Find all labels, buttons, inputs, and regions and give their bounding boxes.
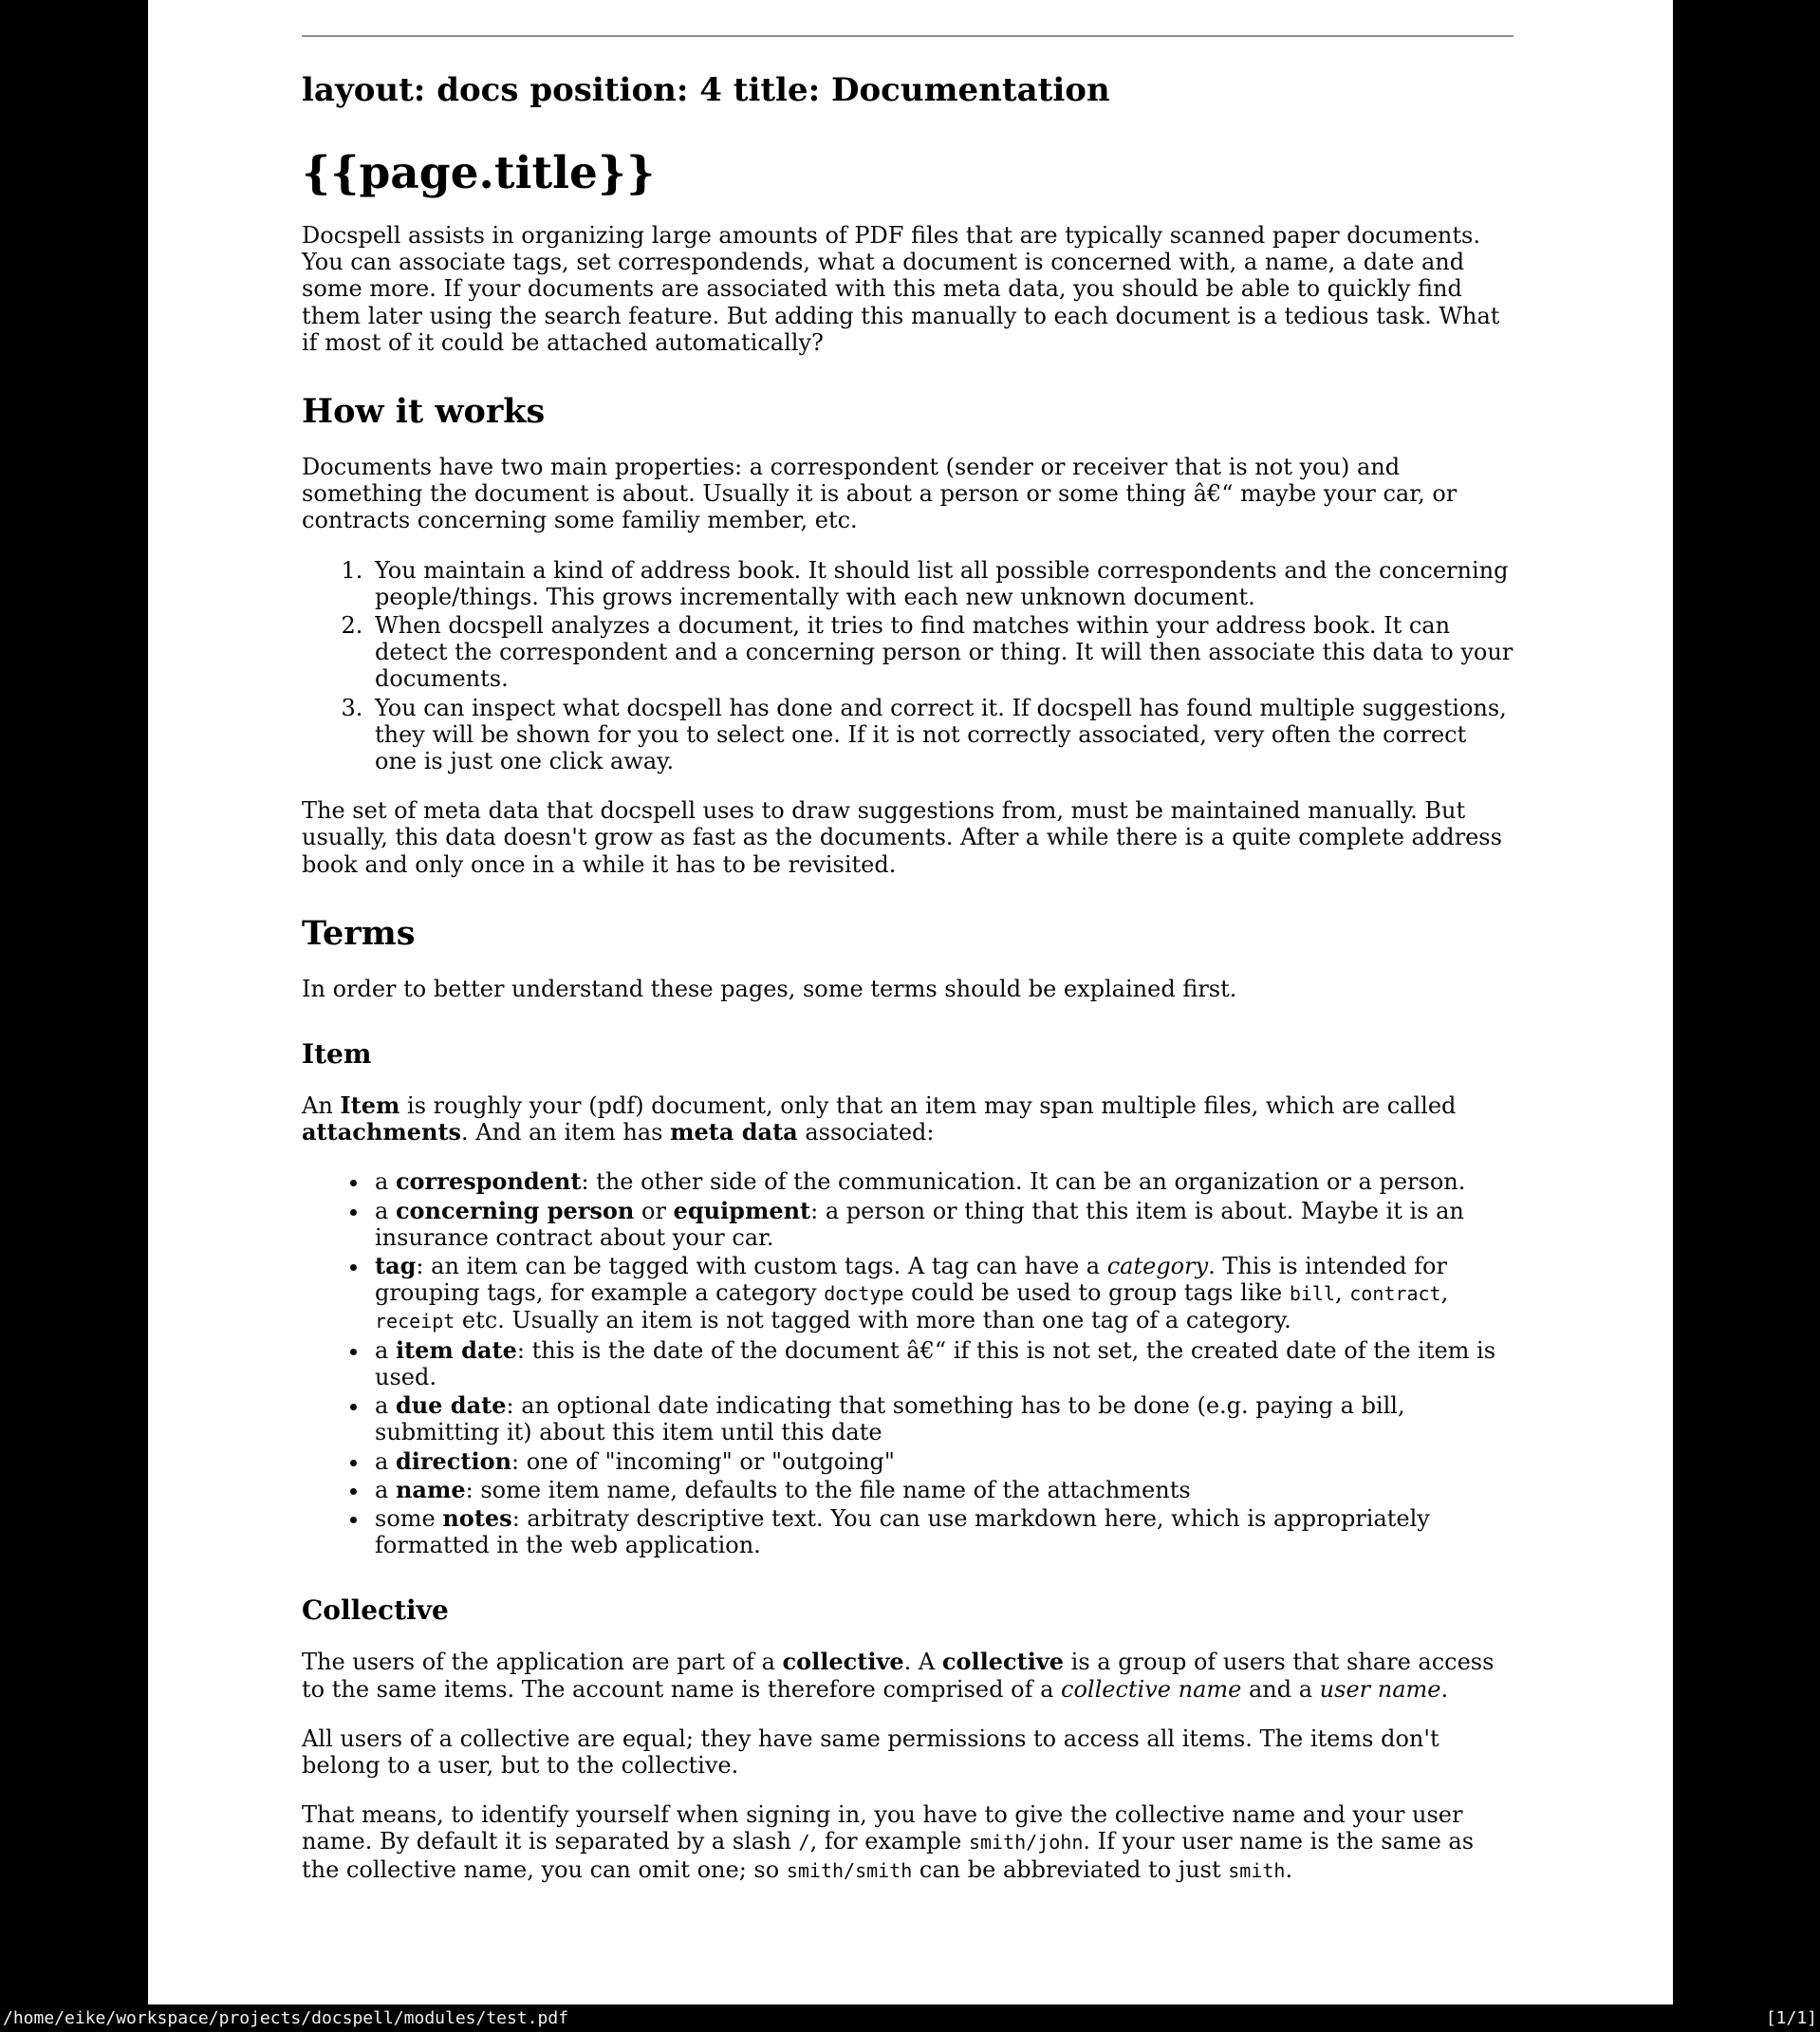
page-content: [148, 35, 1673, 1884]
text-run: a: [375, 1197, 396, 1224]
text-run: . This is intended for grouping tags, for example a category: [375, 1253, 1447, 1307]
text-run: direction: [395, 1446, 512, 1475]
text-run: smith/john: [968, 1831, 1084, 1855]
text-run: a: [375, 1447, 396, 1475]
text-run: : this is the date of the document â€“ if this is not set, the created date of the item is used.: [375, 1336, 1496, 1390]
heading-collective: Collective: [302, 1594, 449, 1627]
text-run: Item: [340, 1091, 400, 1120]
text-run: etc. Usually an item is not tagged with more than one tag of a category.: [455, 1307, 1291, 1334]
text-run: smith: [1228, 1858, 1286, 1882]
text-run: notes: [442, 1503, 512, 1532]
statusbar: [0, 2004, 1820, 2032]
text-run: : an item can be tagged with custom tags. A tag can have a: [416, 1253, 1107, 1280]
text-run: : arbitraty descriptive text. You can use markdown here, which is appropriately formatted in the web application.: [375, 1504, 1430, 1559]
text-run: and a: [1241, 1675, 1320, 1703]
text-run: correspondent: [395, 1167, 582, 1196]
statusbar-file-path: /home/eike/workspace/projects/docspell/modules/test.pdf: [3, 2008, 569, 2028]
text-run: could be used to group tags like: [903, 1279, 1290, 1307]
statusbar-page-indicator: [1/1]: [1765, 2008, 1817, 2028]
text-run: All users of a collective are equal; they have same permissions to access all items. The items don't belong to a user, but to the collective.: [302, 1724, 1439, 1779]
text-run: : an optional date indicating that something has to be done (e.g. paying a bill, submitting it) about this item until this date: [375, 1392, 1405, 1446]
text-run: , for example: [809, 1828, 969, 1855]
text-run: doctype: [824, 1282, 904, 1306]
text-run: That means, to identify yourself when signing in, you have to give the collective name and your user name. By default it is separated by a slash: [302, 1801, 1463, 1855]
collective-paragraph-1: [302, 1649, 1514, 1702]
intro-paragraph: [302, 222, 1514, 356]
text-run: a: [375, 1392, 396, 1420]
terms-intro-paragraph: [302, 976, 1514, 1002]
list-item: [370, 612, 1514, 693]
text-run: : a person or thing that this item is about. Maybe it is an insurance contract about your car.: [375, 1197, 1464, 1251]
top-divider: [302, 35, 1514, 37]
text-run: You maintain a kind of address book. It should list all possible correspondents and the concerning people/things. This grows incrementally with each new unknown document.: [375, 556, 1509, 610]
list-item: [370, 1477, 1514, 1503]
text-run: a: [375, 1476, 396, 1503]
text-run: In order to better understand these pages, some terms should be explained first.: [302, 975, 1237, 1002]
collective-paragraph-2: [302, 1725, 1514, 1779]
text-run: contract: [1349, 1282, 1441, 1306]
text-run: tag: [375, 1252, 417, 1280]
text-run: ,: [1334, 1279, 1350, 1307]
list-item: [370, 695, 1514, 775]
text-run: .: [1285, 1855, 1293, 1883]
how-it-works-paragraph: [302, 454, 1514, 534]
text-run: some: [375, 1504, 443, 1532]
heading-how-it-works: How it works: [302, 392, 546, 432]
heading-item: Item: [302, 1038, 372, 1071]
list-item: [370, 1392, 1514, 1445]
list-item: [370, 1505, 1514, 1558]
list-item: [370, 1253, 1514, 1335]
text-run: receipt: [375, 1310, 455, 1333]
text-run: concerning person: [395, 1196, 635, 1224]
text-run: . And an item has: [461, 1119, 671, 1146]
text-run: An: [302, 1092, 341, 1120]
text-run: /: [798, 1831, 810, 1855]
text-run: : some item name, defaults to the file name of the attachments: [465, 1476, 1191, 1503]
list-item: [370, 1337, 1514, 1390]
item-paragraph: [302, 1092, 1514, 1146]
text-run: collective: [782, 1648, 904, 1676]
text-run: . If your user name is the same as the collective name, you can omit one; so: [302, 1828, 1475, 1883]
frontmatter-heading: layout: docs position: 4 title: Documentation: [302, 71, 1110, 109]
text-run: or: [634, 1197, 674, 1224]
text-run: name: [395, 1475, 466, 1503]
text-run: a: [375, 1336, 396, 1364]
text-run: . A: [903, 1649, 942, 1676]
text-run: collective: [941, 1648, 1065, 1676]
text-run: .: [1440, 1675, 1449, 1703]
collective-paragraph-3: [302, 1801, 1514, 1884]
how-it-works-closing-paragraph: [302, 797, 1514, 878]
text-run: associated:: [797, 1119, 935, 1146]
text-run: can be abbreviated to just: [912, 1855, 1229, 1883]
text-run: Documents have two main properties: a correspondent (sender or receiver that is not you) and something the document is about. Usually it is about a person or some thing â€“ maybe your car, or contracts concerning some familiy member, etc.: [302, 454, 1458, 534]
text-run: a: [375, 1168, 396, 1196]
text-run: due date: [395, 1391, 507, 1420]
text-run: collective name: [1061, 1675, 1242, 1703]
text-run: meta data: [670, 1118, 798, 1146]
text-run: bill: [1289, 1282, 1335, 1306]
item-meta-bullet-list: [302, 1168, 1514, 1558]
pdf-page[interactable]: [148, 0, 1673, 2004]
list-item: [370, 1448, 1514, 1475]
text-run: The set of meta data that docspell uses to draw suggestions from, must be maintained manually. But usually, this data doesn't grow as fast as the documents. After a while there is a quite complete address book and only once in a while it has to be revisited.: [302, 797, 1502, 878]
page-title: {{page.title}}: [302, 147, 656, 199]
text-run: ,: [1440, 1279, 1449, 1307]
text-run: Docspell assists in organizing large amounts of PDF files that are typically scanned paper documents. You can associate tags, set correspondends, what a document is concerned with, a name, a date and some more. If your documents are associated with this meta data, you should be able to quickly find them later using the search feature. But adding this manually to each document is a tedious task. What if most of it could be attached automatically?: [302, 222, 1500, 356]
text-run: equipment: [673, 1196, 811, 1224]
text-run: When docspell analyzes a document, it tries to find matches within your address book. It can detect the correspondent and a concerning person or thing. It will then associate this data to your documents.: [375, 612, 1514, 693]
text-run: user name: [1319, 1675, 1441, 1703]
text-run: category: [1106, 1253, 1209, 1280]
text-run: : one of "incoming" or "outgoing": [511, 1447, 895, 1475]
text-run: smith/smith: [786, 1858, 913, 1882]
text-run: The users of the application are part of a: [302, 1649, 783, 1676]
how-it-works-steps: [302, 557, 1514, 775]
text-run: item date: [395, 1335, 517, 1364]
text-run: is roughly your (pdf) document, only that an item may span multiple files, which are called: [399, 1092, 1457, 1120]
heading-terms: Terms: [302, 913, 416, 953]
text-run: : the other side of the communication. It can be an organization or a person.: [581, 1168, 1466, 1196]
text-run: You can inspect what docspell has done and correct it. If docspell has found multiple suggestions, they will be shown for you to select one. If it is not correctly associated, very often the correct one is just one click away.: [375, 694, 1507, 775]
list-item: [370, 557, 1514, 610]
list-item: [370, 1168, 1514, 1195]
text-run: is a group of users that share access to the same items. The account name is therefore comprised of a: [302, 1649, 1495, 1703]
list-item: [370, 1198, 1514, 1251]
text-run: attachments: [302, 1118, 462, 1146]
